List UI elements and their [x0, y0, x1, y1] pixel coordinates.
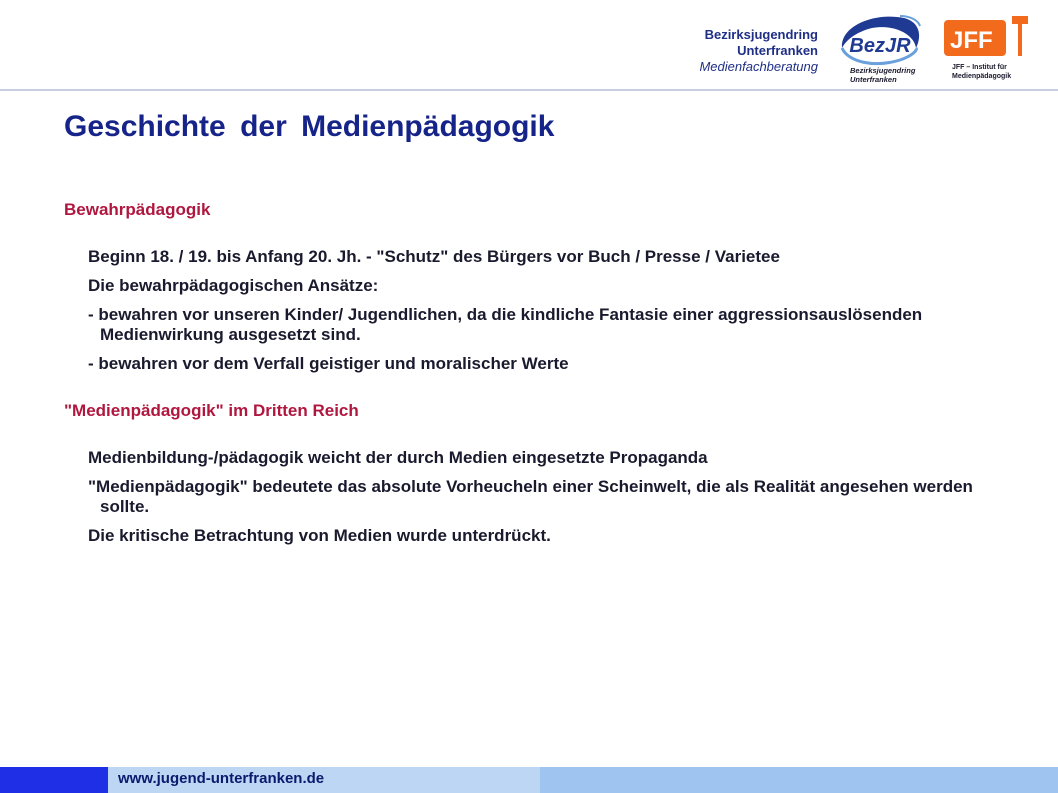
jff-logo-caption-1: JFF – Institut für — [952, 64, 1007, 71]
page-title: Geschichte der Medienpädagogik — [64, 110, 555, 143]
paragraph: Die bewahrpädagogischen Ansätze: — [88, 276, 379, 295]
header-divider — [0, 89, 1058, 91]
jff-logo-caption-2: Medienpädagogik — [952, 73, 1012, 80]
org-line-2: Unterfranken — [737, 43, 818, 58]
bezjr-logo-text: BezJR — [849, 35, 911, 57]
bezjr-logo — [834, 10, 926, 84]
paragraph: Medienbildung-/pädagogik weicht der durch Medien eingesetzte Propaganda — [88, 448, 708, 467]
paragraph: - bewahren vor unseren Kinder/ Jugendlichen, da die kindliche Fantasie einer aggressionsauslösenden Medienwirkung ausgesetzt sind. — [88, 305, 923, 344]
website-link[interactable]: www.jugend-unterfranken.de — [118, 770, 325, 787]
section-heading: "Medienpädagogik" im Dritten Reich — [64, 401, 359, 420]
jff-logo-text: JFF — [950, 27, 993, 54]
organization-name — [558, 27, 818, 75]
bezjr-logo-caption-2: Unterfranken — [850, 75, 897, 84]
bezjr-logo-caption-1: Bezirksjugendring — [850, 66, 916, 75]
paragraph: Die kritische Betrachtung von Medien wurde unterdrückt. — [88, 526, 551, 545]
footer-bar — [0, 767, 1058, 793]
jff-logo — [944, 16, 1030, 86]
org-line-3: Medienfachberatung — [699, 59, 818, 74]
paragraph: Beginn 18. / 19. bis Anfang 20. Jh. - "Schutz" des Bürgers vor Buch / Presse / Varietee — [88, 247, 780, 266]
paragraph: "Medienpädagogik" bedeutete das absolute Vorheucheln einer Scheinwelt, die als Realität angesehen werden sollte. — [88, 477, 973, 516]
paragraph: - bewahren vor dem Verfall geistiger und moralischer Werte — [88, 354, 569, 373]
org-line-1: Bezirksjugendring — [704, 27, 818, 42]
slide-content — [64, 198, 1004, 546]
section-heading: Bewahrpädagogik — [64, 200, 211, 219]
